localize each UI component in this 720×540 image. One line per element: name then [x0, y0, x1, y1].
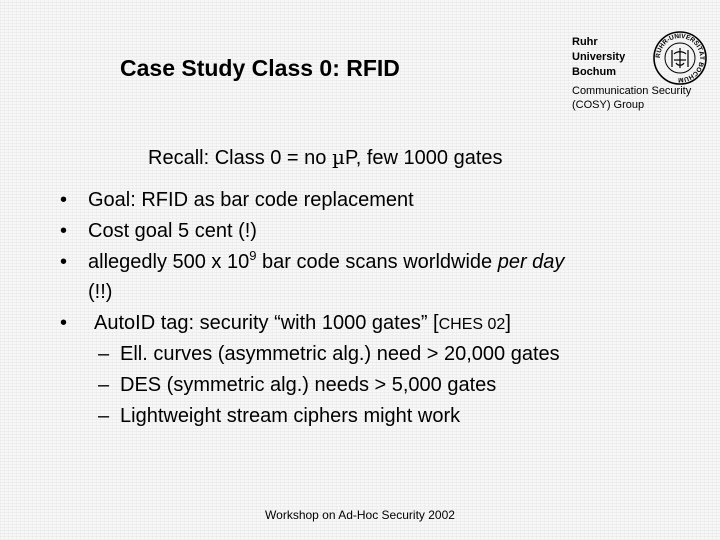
subitem-stream-ciphers: Lightweight stream ciphers might work: [120, 405, 461, 427]
subitem-ell-curves: Ell. curves (asymmetric alg.) need > 20,000 gates: [120, 343, 560, 365]
university-line-2: University: [572, 51, 626, 63]
scans-exponent: 9: [249, 248, 257, 263]
bullet-dot: •: [60, 251, 68, 273]
bullet-dot: •: [60, 312, 68, 334]
autoid-citation: CHES 02: [438, 316, 506, 333]
sub-dash: –: [98, 405, 110, 427]
bullet-goal: Goal: RFID as bar code replacement: [88, 189, 414, 211]
bullet-scans: [88, 249, 564, 277]
university-line-3: Bochum: [572, 66, 616, 78]
bullet-dot: •: [60, 220, 68, 242]
recall-line: [148, 145, 503, 170]
bullet-dot: •: [60, 189, 68, 211]
scans-italic: per day: [497, 251, 565, 273]
university-seal-logo: [652, 30, 708, 86]
footer-text: Workshop on Ad-Hoc Security 2002: [265, 508, 455, 522]
bullet-autoid: [94, 310, 511, 338]
sub-dash: –: [98, 343, 110, 365]
bullet-scans-line2: (!!): [88, 281, 113, 303]
recall-mu: µ: [331, 145, 345, 169]
slide-title: Case Study Class 0: RFID: [120, 55, 400, 81]
recall-after: P, few 1000 gates: [344, 147, 503, 169]
autoid-end: ]: [505, 312, 511, 334]
bullet-cost: Cost goal 5 cent (!): [88, 220, 257, 242]
group-line-2: (COSY) Group: [572, 99, 645, 111]
group-line-1: Communication Security: [572, 85, 692, 97]
sub-dash: –: [98, 374, 110, 396]
autoid-text: AutoID tag: security “with 1000 gates” [: [94, 312, 439, 334]
university-name: [572, 35, 652, 80]
subitem-des: DES (symmetric alg.) needs > 5,000 gates: [120, 374, 497, 396]
svg-text:RUHR-UNIVERSITÄT BOCHUM: RUHR-UNIVERSITÄT BOCHUM: [654, 32, 706, 84]
group-name: [572, 84, 712, 112]
scans-middle: bar code scans worldwide: [256, 251, 498, 273]
scans-prefix: allegedly 500 x 10: [88, 251, 250, 273]
recall-before: Recall: Class 0 = no: [148, 147, 332, 169]
university-line-1: Ruhr: [572, 36, 598, 48]
